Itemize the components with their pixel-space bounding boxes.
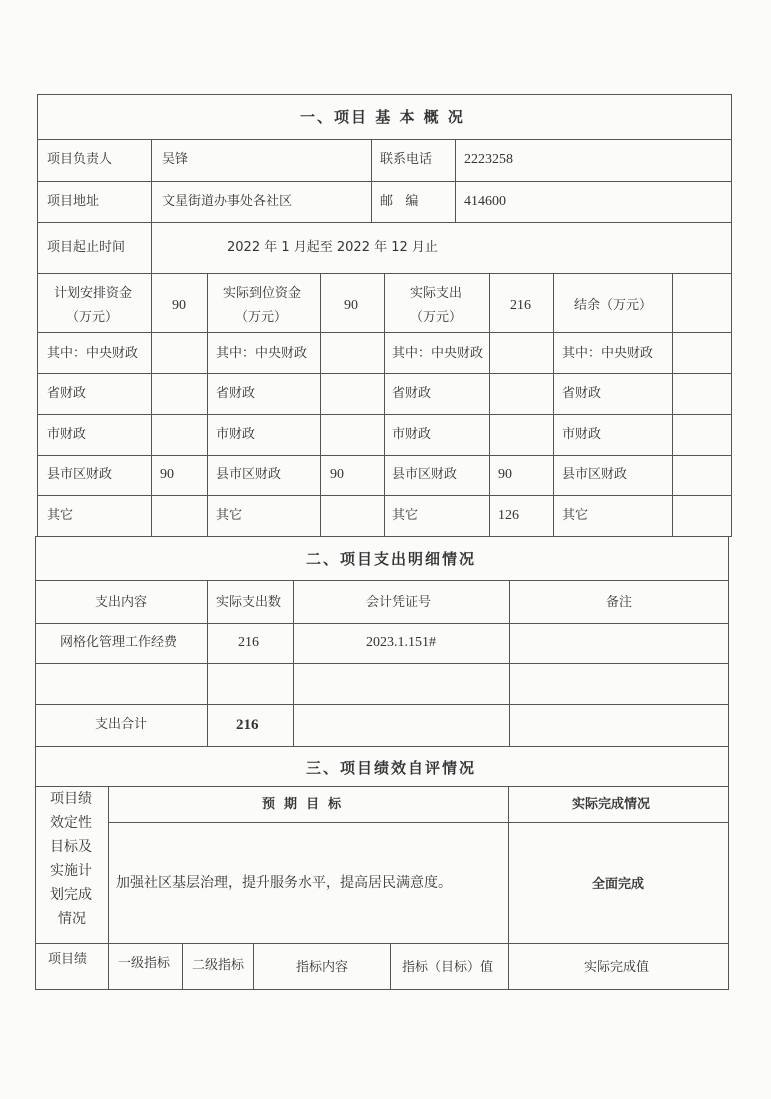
row-label: 其中：中央财政 — [392, 346, 484, 361]
table-border-right-lower — [728, 536, 729, 990]
table-border-left-lower — [35, 536, 36, 990]
indicator-col: 项目绩 — [48, 952, 88, 967]
period-label: 项目起止时间 — [47, 240, 126, 255]
spend-label: 实际支出 — [410, 286, 463, 301]
table-border-left — [37, 94, 38, 536]
row-value: 90 — [498, 467, 512, 482]
row-label: 县市区财政 — [216, 467, 282, 482]
col-header-voucher: 会计凭证号 — [366, 595, 432, 610]
phone-label: 联系电话 — [380, 152, 433, 167]
leader-label: 项目负责人 — [47, 152, 113, 167]
table-border-bottom — [35, 989, 729, 990]
actual-completion-header: 实际完成情况 — [572, 797, 651, 812]
left-label-line: 实施计 — [50, 863, 92, 879]
row-label: 省财政 — [216, 386, 256, 401]
actual-completion-text: 全面完成 — [592, 877, 645, 892]
row-label: 其它 — [47, 508, 74, 523]
table-border-top — [37, 94, 732, 95]
left-label-line: 情况 — [58, 911, 86, 927]
row-label: 县市区财政 — [392, 467, 458, 482]
actual-funds-unit: （万元） — [235, 310, 288, 325]
row-label: 省财政 — [392, 386, 432, 401]
planned-funds-unit: （万元） — [66, 310, 119, 325]
planned-funds-value: 90 — [172, 298, 186, 313]
address-value: 文星街道办事处各社区 — [162, 194, 293, 209]
left-label-line: 效定性 — [50, 815, 92, 831]
section3-title: 三、项目绩效自评情况 — [306, 759, 477, 777]
indicator-col: 指标（目标）值 — [402, 960, 494, 975]
expense-content: 网格化管理工作经费 — [60, 635, 178, 650]
period-value: 2022 年 1 月起至 2022 年 12 月止 — [227, 240, 438, 255]
indicator-col: 二级指标 — [192, 958, 245, 973]
left-label-line: 划完成 — [50, 887, 92, 903]
row-label: 市财政 — [216, 427, 256, 442]
row-label: 县市区财政 — [562, 467, 628, 482]
actual-funds-value: 90 — [344, 298, 358, 313]
table-border-right — [731, 94, 732, 536]
left-label-line: 项目绩 — [50, 791, 92, 807]
row-label: 其中：中央财政 — [216, 346, 308, 361]
row-label: 其中：中央财政 — [47, 346, 139, 361]
row-label: 省财政 — [562, 386, 602, 401]
leader-value: 吴锋 — [162, 152, 189, 167]
row-label: 省财政 — [47, 386, 87, 401]
col-header-note: 备注 — [606, 595, 633, 610]
spend-value: 216 — [510, 298, 531, 313]
indicator-col: 实际完成值 — [584, 960, 650, 975]
planned-funds-label: 计划安排资金 — [54, 286, 133, 301]
row-value: 90 — [160, 467, 174, 482]
expected-goal-text: 加强社区基层治理，提升服务水平，提高居民满意度。 — [116, 875, 452, 891]
total-label: 支出合计 — [95, 717, 148, 732]
expense-amount: 216 — [238, 635, 259, 650]
section2-title: 二、项目支出明细情况 — [306, 550, 477, 568]
expected-goal-header: 预 期 目 标 — [262, 797, 342, 812]
row-label: 市财政 — [47, 427, 87, 442]
row-label: 市财政 — [392, 427, 432, 442]
postcode-label: 邮 编 — [380, 194, 419, 209]
row-label: 其它 — [216, 508, 243, 523]
indicator-col: 指标内容 — [296, 960, 349, 975]
row-value: 126 — [498, 508, 519, 523]
row-label: 市财政 — [562, 427, 602, 442]
row-label: 其中：中央财政 — [562, 346, 654, 361]
indicator-col: 一级指标 — [118, 956, 171, 971]
col-header-content: 支出内容 — [95, 595, 148, 610]
row-value: 90 — [330, 467, 344, 482]
expense-voucher: 2023.1.151# — [366, 635, 436, 650]
balance-label: 结余（万元） — [574, 298, 653, 313]
spend-unit: （万元） — [410, 310, 463, 325]
col-header-amount: 实际支出数 — [216, 595, 282, 610]
section1-title: 一、项目 基 本 概 况 — [300, 108, 465, 126]
row-label: 其它 — [392, 508, 419, 523]
postcode-value: 414600 — [464, 194, 506, 209]
row-label: 县市区财政 — [47, 467, 113, 482]
actual-funds-label: 实际到位资金 — [223, 286, 302, 301]
address-label: 项目地址 — [47, 194, 100, 209]
phone-value: 2223258 — [464, 152, 513, 167]
row-label: 其它 — [562, 508, 589, 523]
left-label-line: 目标及 — [50, 839, 92, 855]
total-value: 216 — [236, 717, 259, 733]
